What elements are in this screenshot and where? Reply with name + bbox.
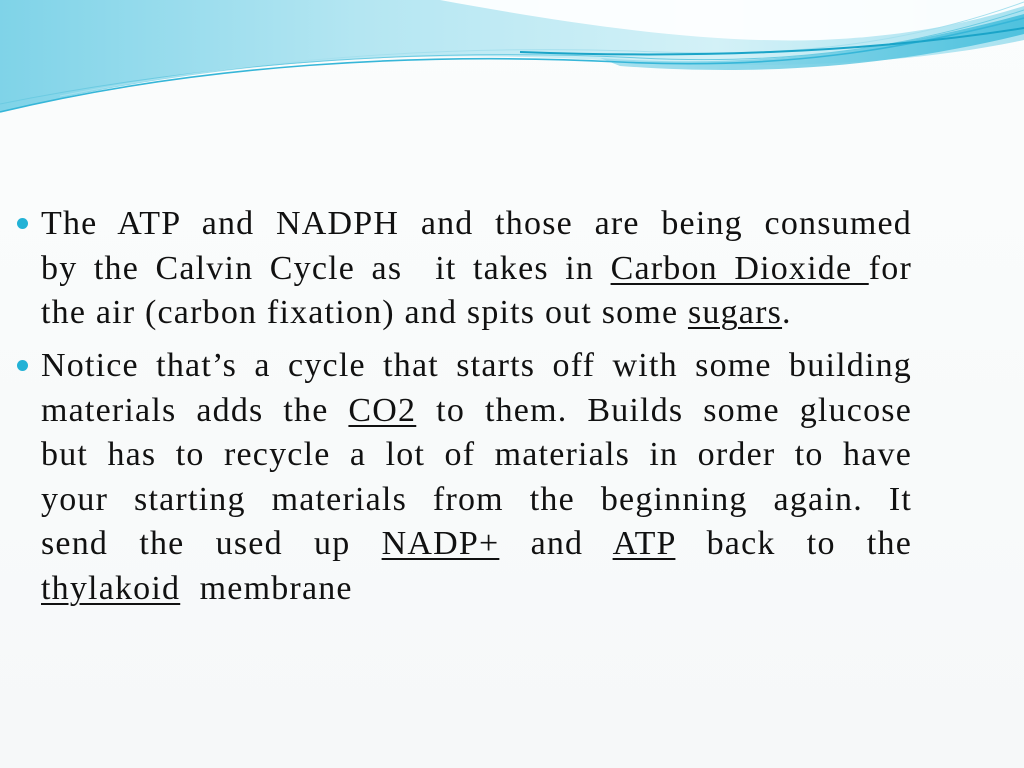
underlined-term-atp: ATP	[612, 525, 676, 562]
bullet-item-1	[41, 202, 912, 336]
underlined-term-co2: CO2	[348, 391, 417, 429]
text-segment: by the Calvin Cycle as it takes in	[41, 249, 611, 287]
text-line	[41, 344, 912, 389]
underlined-term-carbon-dioxide: Carbon Dioxide	[610, 249, 869, 287]
text-line	[41, 433, 912, 478]
text-line	[41, 291, 912, 336]
text-line	[41, 202, 912, 247]
text-segment: Notice that’s a cycle that starts off with some building	[41, 347, 912, 384]
text-segment: but has to recycle a lot of materials in order to have	[41, 436, 912, 473]
text-segment: .	[782, 294, 792, 331]
text-segment: materials adds the	[41, 391, 349, 429]
text-segment: membrane	[180, 569, 353, 607]
text-segment: send the used up	[41, 525, 382, 562]
text-segment: the air (carbon fixation) and spits out some	[41, 294, 688, 331]
bullet-dot	[17, 360, 28, 371]
text-segment: your starting materials from the beginning again. It	[41, 480, 912, 518]
text-segment: back to the	[675, 525, 912, 562]
text-line	[41, 478, 912, 523]
text-line	[41, 247, 912, 292]
text-line	[41, 389, 912, 434]
text-line	[41, 567, 912, 612]
text-segment: for	[868, 249, 912, 287]
underlined-term-sugars: sugars	[687, 294, 783, 331]
header-wave-decoration	[0, 0, 1024, 130]
underlined-term-nadp: NADP+	[381, 525, 500, 562]
text-segment: The ATP and NADPH and those are being consumed	[41, 205, 912, 242]
text-line	[41, 522, 912, 567]
text-segment: to them. Builds some glucose	[416, 391, 912, 429]
bullet-item-2	[41, 344, 912, 611]
text-segment: and	[499, 525, 613, 562]
bullet-dot	[17, 218, 28, 229]
underlined-term-thylakoid: thylakoid	[41, 569, 181, 607]
